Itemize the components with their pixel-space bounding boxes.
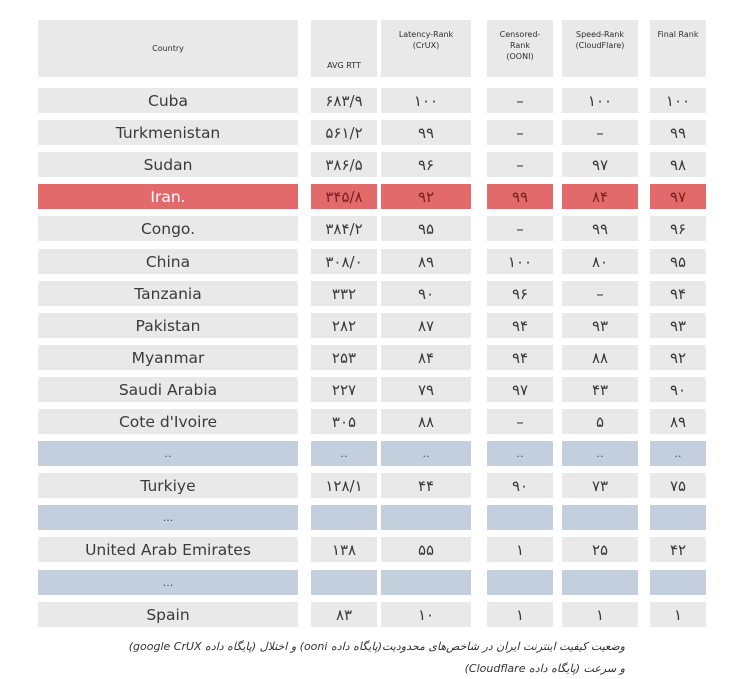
- latency-cell: ۸۷: [381, 313, 471, 338]
- speed-cell: ۹۳: [562, 313, 638, 338]
- final-cell: ۹۴: [650, 281, 706, 306]
- latency-cell: ۸۹: [381, 249, 471, 274]
- final-cell: ۹۷: [650, 184, 706, 209]
- country-cell: Iran.: [38, 184, 298, 209]
- avg-cell: ۲۸۲: [311, 313, 377, 338]
- speed-cell: [562, 570, 638, 595]
- caption-line-2: و سرعت (پایگاه داده Cloudflare): [464, 662, 625, 675]
- latency-cell: ..: [381, 441, 471, 466]
- country-cell: Tanzania: [38, 281, 298, 306]
- latency-cell: ۹۲: [381, 184, 471, 209]
- header-final-rank: Final Rank: [650, 20, 706, 77]
- header-avg-rtt: AVG RTT: [311, 20, 377, 77]
- country-cell: Spain: [38, 602, 298, 627]
- censored-cell: ۱۰۰: [487, 249, 553, 274]
- latency-cell: ۷۹: [381, 377, 471, 402]
- avg-cell: ۲۲۷: [311, 377, 377, 402]
- final-cell: [650, 505, 706, 530]
- avg-cell: ۳۳۲: [311, 281, 377, 306]
- latency-cell: ۸۸: [381, 409, 471, 434]
- censored-cell: –: [487, 409, 553, 434]
- censored-cell: –: [487, 120, 553, 145]
- country-cell: Myanmar: [38, 345, 298, 370]
- avg-cell: ۳۴۵/۸: [311, 184, 377, 209]
- country-cell: Sudan: [38, 152, 298, 177]
- speed-cell: [562, 505, 638, 530]
- latency-cell: ۱۰: [381, 602, 471, 627]
- latency-cell: ۴۴: [381, 473, 471, 498]
- country-cell: Turkiye: [38, 473, 298, 498]
- country-cell: Congo.: [38, 216, 298, 241]
- speed-cell: –: [562, 120, 638, 145]
- header-censored-rank: Censored- Rank (OONI): [487, 20, 553, 77]
- latency-cell: ۸۴: [381, 345, 471, 370]
- latency-cell: [381, 570, 471, 595]
- final-cell: [650, 570, 706, 595]
- censored-cell: [487, 505, 553, 530]
- censored-cell: ۹۴: [487, 313, 553, 338]
- censored-cell: ۹۴: [487, 345, 553, 370]
- censored-cell: –: [487, 152, 553, 177]
- final-cell: ۴۲: [650, 537, 706, 562]
- speed-cell: ۲۵: [562, 537, 638, 562]
- final-cell: ۹۰: [650, 377, 706, 402]
- censored-cell: –: [487, 216, 553, 241]
- avg-cell: ۲۵۳: [311, 345, 377, 370]
- country-cell: Turkmenistan: [38, 120, 298, 145]
- country-cell: Saudi Arabia: [38, 377, 298, 402]
- avg-cell: ۸۳: [311, 602, 377, 627]
- speed-cell: ۷۳: [562, 473, 638, 498]
- final-cell: ۹۲: [650, 345, 706, 370]
- speed-cell: ۹۷: [562, 152, 638, 177]
- header-latency-rank: Latency-Rank (CrUX): [381, 20, 471, 77]
- speed-cell: ۸۴: [562, 184, 638, 209]
- censored-cell: ۹۹: [487, 184, 553, 209]
- censored-cell: –: [487, 88, 553, 113]
- country-cell: ..: [38, 441, 298, 466]
- censored-cell: ۱: [487, 537, 553, 562]
- avg-cell: ۶۸۳/۹: [311, 88, 377, 113]
- speed-cell: ۱: [562, 602, 638, 627]
- censored-cell: ۱: [487, 602, 553, 627]
- country-cell: Pakistan: [38, 313, 298, 338]
- avg-cell: ۱۲۸/۱: [311, 473, 377, 498]
- avg-cell: ۳۰۵: [311, 409, 377, 434]
- final-cell: ..: [650, 441, 706, 466]
- censored-cell: ۹۷: [487, 377, 553, 402]
- country-cell: China: [38, 249, 298, 274]
- speed-cell: ۴۳: [562, 377, 638, 402]
- final-cell: ۱۰۰: [650, 88, 706, 113]
- country-cell: Cuba: [38, 88, 298, 113]
- country-cell: ...: [38, 505, 298, 530]
- final-cell: ۷۵: [650, 473, 706, 498]
- latency-cell: ۹۹: [381, 120, 471, 145]
- latency-cell: [381, 505, 471, 530]
- header-speed-rank: Speed-Rank (CloudFlare): [562, 20, 638, 77]
- censored-cell: ۹۶: [487, 281, 553, 306]
- avg-cell: ..: [311, 441, 377, 466]
- avg-cell: ۳۸۶/۵: [311, 152, 377, 177]
- final-cell: ۹۶: [650, 216, 706, 241]
- final-cell: ۹۹: [650, 120, 706, 145]
- speed-cell: ..: [562, 441, 638, 466]
- caption-line-1: وضعیت کیفیت اینترنت ایران در شاخص‌های محدودیت(پایگاه داده ooni) و اختلال (پایگاه داده google CrUX): [128, 640, 625, 653]
- final-cell: ۹۵: [650, 249, 706, 274]
- header-country: Country: [38, 20, 298, 77]
- avg-cell: ۳۰۸/۰: [311, 249, 377, 274]
- speed-cell: –: [562, 281, 638, 306]
- latency-cell: ۹۰: [381, 281, 471, 306]
- final-cell: ۹۳: [650, 313, 706, 338]
- censored-cell: ..: [487, 441, 553, 466]
- final-cell: ۱: [650, 602, 706, 627]
- country-cell: ...: [38, 570, 298, 595]
- latency-cell: ۹۵: [381, 216, 471, 241]
- final-cell: ۸۹: [650, 409, 706, 434]
- avg-cell: ۵۶۱/۲: [311, 120, 377, 145]
- avg-cell: ۳۸۴/۲: [311, 216, 377, 241]
- speed-cell: ۱۰۰: [562, 88, 638, 113]
- latency-cell: ۹۶: [381, 152, 471, 177]
- final-cell: ۹۸: [650, 152, 706, 177]
- speed-cell: ۵: [562, 409, 638, 434]
- censored-cell: ۹۰: [487, 473, 553, 498]
- speed-cell: ۸۸: [562, 345, 638, 370]
- latency-cell: ۵۵: [381, 537, 471, 562]
- avg-cell: [311, 570, 377, 595]
- latency-cell: ۱۰۰: [381, 88, 471, 113]
- avg-cell: [311, 505, 377, 530]
- country-cell: United Arab Emirates: [38, 537, 298, 562]
- speed-cell: ۸۰: [562, 249, 638, 274]
- country-cell: Cote d'Ivoire: [38, 409, 298, 434]
- censored-cell: [487, 570, 553, 595]
- speed-cell: ۹۹: [562, 216, 638, 241]
- avg-cell: ۱۳۸: [311, 537, 377, 562]
